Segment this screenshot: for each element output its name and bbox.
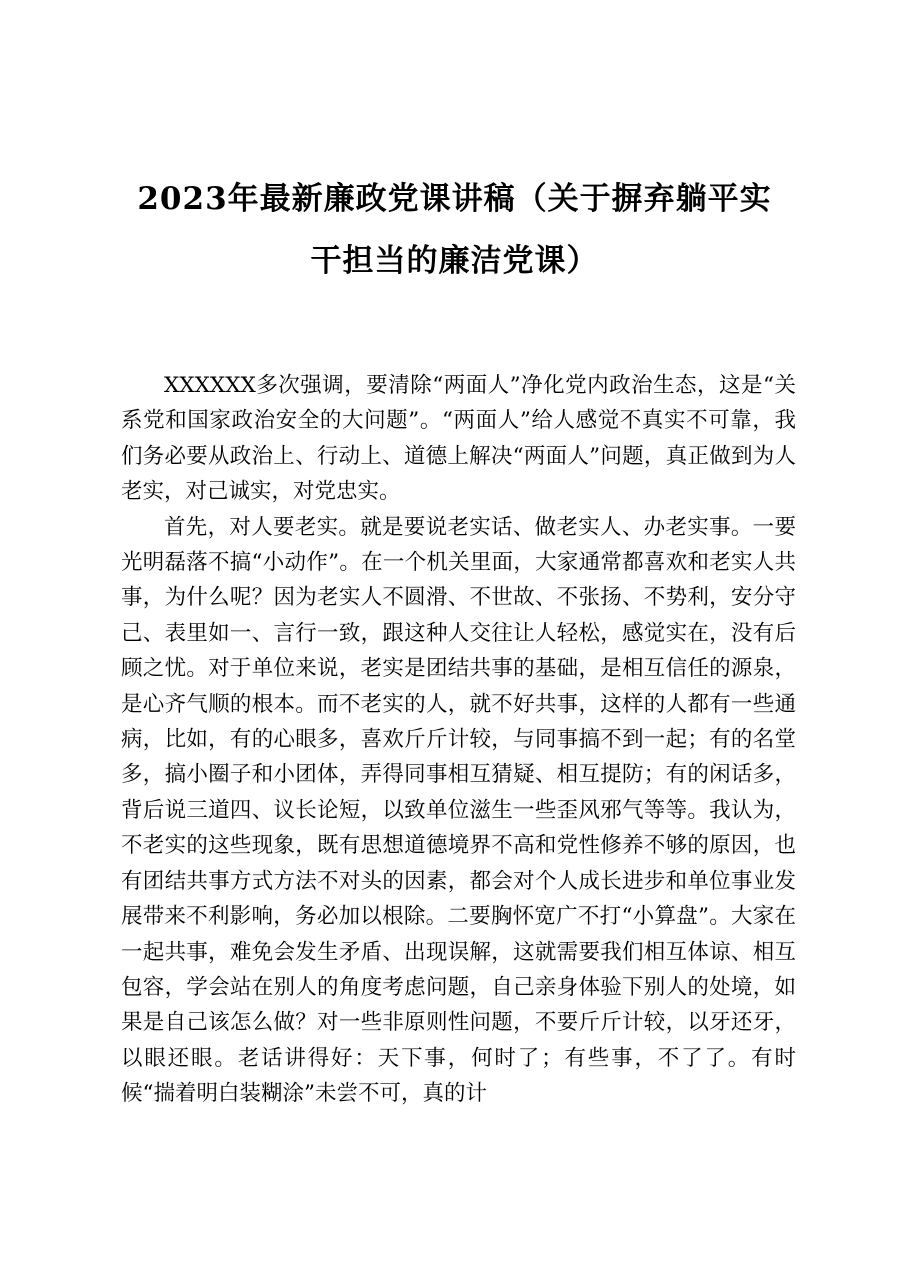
title-line-2: 干担当的廉洁党课） — [310, 243, 599, 279]
title-line-1: 2023年最新廉政党课讲稿（关于摒弃躺平实 — [137, 181, 772, 217]
paragraph-first-point: 首先，对人要老实。就是要说老实话、做老实人、办老实事。一要光明磊落不搞“小动作”。在一个机关里面，大家通常都喜欢和老实人共事，为什么呢？因为老实人不圆滑、不世故、不张扬、不势利，安分守己、表里如一、言行一致，跟这种人交往让人轻松，感觉实在，没有后顾之忧。对于单位来说，老实是团结共事的基础，是相互信任的源泉，是心齐气顺的根本。而不老实的人，就不好共事，这样的人都有一些通病，比如，有的心眼多，喜欢斤斤计较，与同事搞不到一起；有的名堂多，搞小圈子和小团体，弄得同事相互猜疑、相互提防；有的闲话多，背后说三道四、议长论短，以致单位滋生一些歪风邪气等等。我认为，不老实的这些现象，既有思想道德境界不高和党性修养不够的原因，也有团结共事方式方法不对头的因素，都会对个人成长进步和单位事业发展带来不利影响，务必加以根除。二要胸怀宽广不打“小算盘”。大家在一起共事，难免会发生矛盾、出现误解，这就需要我们相互体谅、相互包容，学会站在别人的角度考虑问题，自己亲身体验下别人的处境，如果是自己该怎么做？对一些非原则性问题，不要斤斤计较，以牙还牙，以眼还眼。老话讲得好：天下事，何时了；有些事，不了了。有时候“揣着明白装糊涂”未尝不可，真的计 — [121, 514, 796, 1107]
document-body — [121, 368, 796, 1112]
paragraph-intro: XXXXXX多次强调，要清除“两面人”净化党内政治生态，这是“关系党和国家政治安全的大问题”。“两面人”给人感觉不真实不可靠，我们务必要从政治上、行动上、道德上解决“两面人”问题，真正做到为人老实，对己诚实，对党忠实。 — [121, 373, 796, 505]
document-title — [60, 168, 849, 292]
